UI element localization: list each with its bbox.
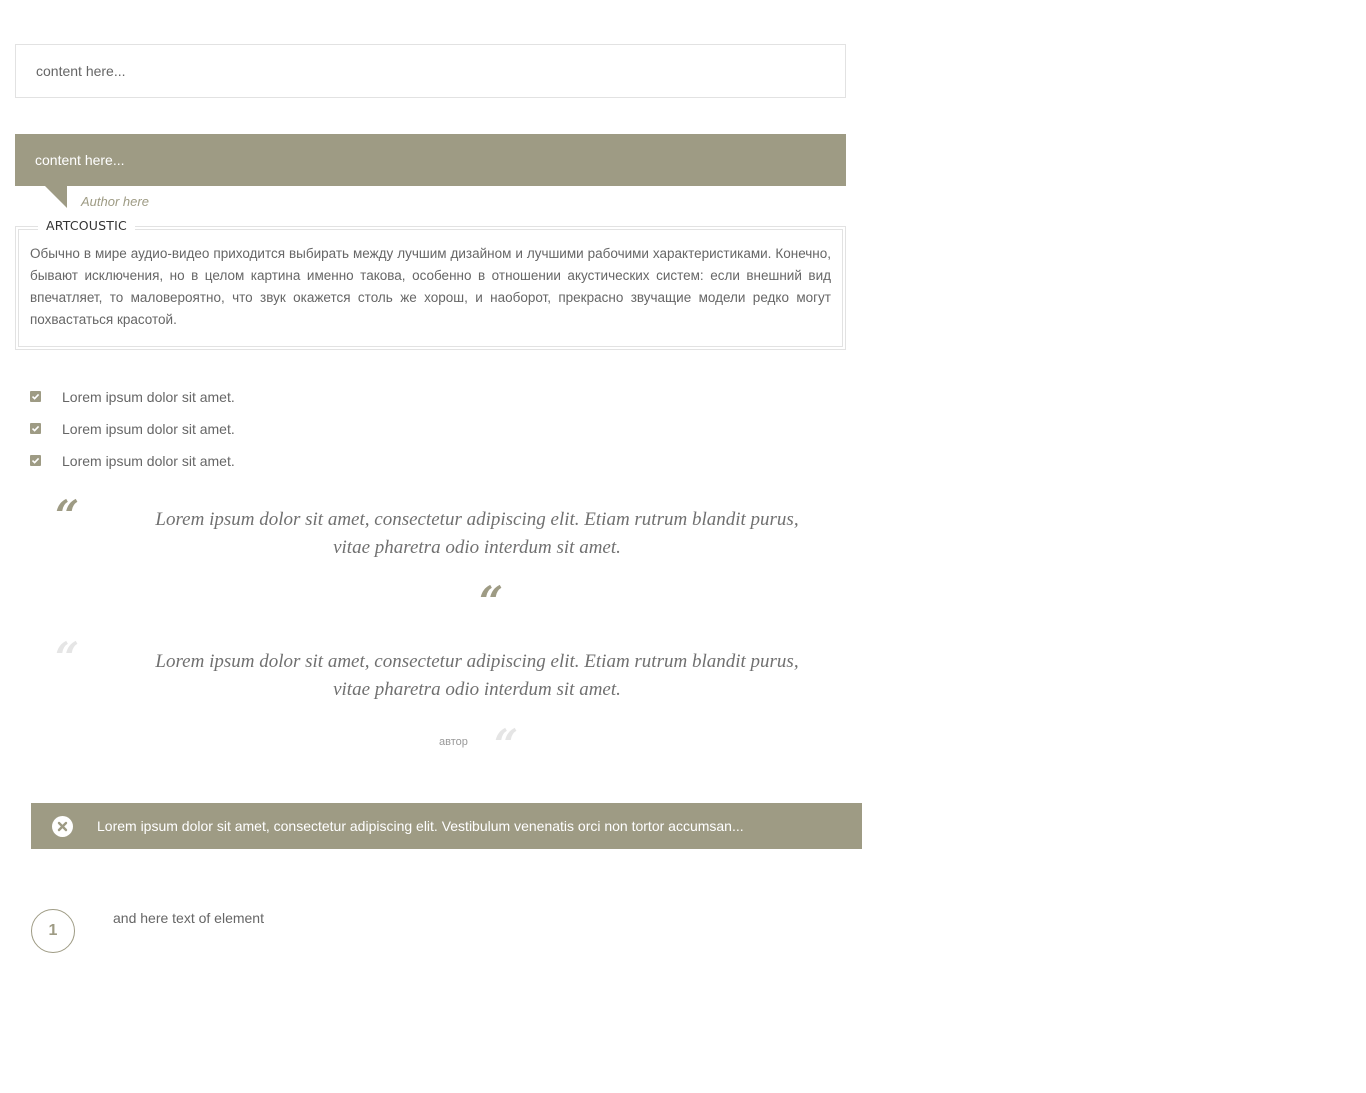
speech-bubble-author: Author here	[81, 194, 149, 209]
checklist-item-label: Lorem ipsum dolor sit amet.	[62, 453, 235, 469]
step-text: and here text of element	[113, 910, 264, 926]
fieldset-box	[15, 218, 846, 350]
plain-content-box	[15, 44, 846, 98]
blockquote-text: Lorem ipsum dolor sit amet, consectetur adipiscing elit. Etiam rutrum blandit purus, vitae pharetra odio interdum sit amet.	[155, 651, 799, 700]
quote-open-light-icon: “	[55, 633, 80, 682]
quote-close-light-icon: “	[494, 720, 519, 769]
speech-bubble-tail	[45, 186, 67, 208]
quote-open-icon: “	[55, 491, 80, 540]
close-circle-icon[interactable]	[52, 816, 73, 837]
speech-bubble-box	[15, 134, 846, 186]
check-square-icon	[30, 455, 41, 466]
alert-text: Lorem ipsum dolor sit amet, consectetur adipiscing elit. Vestibulum venenatis orci non tortor accumsan...	[97, 818, 744, 834]
check-square-icon	[30, 423, 41, 434]
speech-bubble-text: content here...	[35, 152, 125, 168]
plain-box-text: content here...	[36, 63, 126, 79]
blockquote-text: Lorem ipsum dolor sit amet, consectetur adipiscing elit. Etiam rutrum blandit purus, vitae pharetra odio interdum sit amet.	[155, 509, 799, 558]
check-square-icon	[30, 391, 41, 402]
alert-bar	[31, 803, 862, 849]
checklist-item-label: Lorem ipsum dolor sit amet.	[62, 421, 235, 437]
quote-author: автор	[439, 736, 468, 748]
step-number-circle: 1	[31, 909, 75, 953]
quote-close-icon: “	[479, 577, 504, 626]
checklist-item-label: Lorem ipsum dolor sit amet.	[62, 389, 235, 405]
fieldset-text: Обычно в мире аудио-видео приходится выбирать между лучшим дизайном и лучшими рабочими характеристиками. Конечно, бывают исключения, но в целом картина именно такова, особенно в отношении акустических систем: если внешний вид впечатляет, то маловероятно, что звук окажется столь же хорош, и наоборот, прекрасно звучащие модели редко могут похвастаться красотой.	[30, 246, 831, 327]
fieldset-legend: ARTCOUSTIC	[38, 218, 135, 233]
